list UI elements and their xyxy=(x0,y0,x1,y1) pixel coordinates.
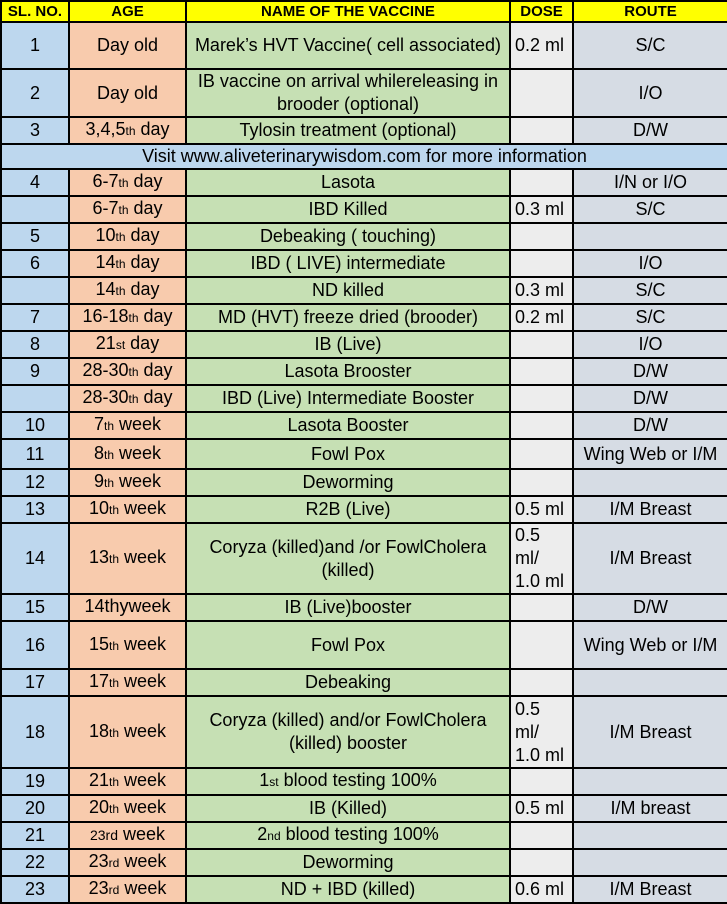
age-number: 10 xyxy=(88,498,109,518)
age-unit: day xyxy=(128,198,163,218)
age-ordinal: rd xyxy=(108,883,120,897)
sl-no-cell: 7 xyxy=(1,304,69,331)
age-unit: week xyxy=(119,770,167,790)
route-cell: I/N or I/O xyxy=(573,169,727,196)
header-row xyxy=(1,1,727,22)
age-ordinal: th xyxy=(103,447,114,462)
age-ordinal: th xyxy=(108,676,119,690)
route-cell: I/O xyxy=(573,250,727,277)
table-row xyxy=(1,69,727,117)
table-row xyxy=(1,117,727,144)
age-cell xyxy=(69,696,186,768)
age-unit: week xyxy=(114,471,162,491)
dose-cell xyxy=(510,439,573,469)
age-unit: week xyxy=(119,851,167,871)
header-route: ROUTE xyxy=(573,1,727,22)
sl-no-cell: 14 xyxy=(1,523,69,594)
table-row xyxy=(1,304,727,331)
dose-cell xyxy=(510,250,573,277)
name-ordinal: nd xyxy=(267,829,281,843)
sl-no-cell: 3 xyxy=(1,117,69,144)
dose-cell: 0.2 ml xyxy=(510,304,573,331)
age-ordinal: th xyxy=(115,230,126,244)
dose-cell: 0.3 ml xyxy=(510,277,573,304)
age-cell xyxy=(69,469,186,496)
age-cell xyxy=(69,594,186,621)
age-ordinal: th xyxy=(103,476,114,490)
route-cell: I/M Breast xyxy=(573,696,727,768)
vaccine-name-cell: Deworming xyxy=(186,469,510,496)
age-unit: week xyxy=(119,547,167,567)
vaccine-name-cell: Coryza (killed)and /or FowlCholera (killed) xyxy=(186,523,510,594)
header-dose: DOSE xyxy=(510,1,573,22)
table-row xyxy=(1,594,727,621)
route-cell: S/C xyxy=(573,22,727,69)
age-number: 10 xyxy=(95,225,116,245)
dose-cell: 0.2 ml xyxy=(510,22,573,69)
sl-no-cell: 15 xyxy=(1,594,69,621)
age-unit: week xyxy=(114,414,162,434)
age-unit: week xyxy=(119,797,167,817)
age-cell xyxy=(69,822,186,849)
dose-cell xyxy=(510,469,573,496)
dose-cell xyxy=(510,822,573,849)
vaccine-name-cell: Tylosin treatment (optional) xyxy=(186,117,510,144)
vaccine-name-cell: Deworming xyxy=(186,849,510,876)
age-number: 6-7 xyxy=(92,198,119,218)
table-row xyxy=(1,696,727,768)
dose-cell xyxy=(510,594,573,621)
age-number: 21 xyxy=(95,333,116,353)
route-cell: Wing Web or I/M xyxy=(573,621,727,669)
vaccine-name-cell xyxy=(186,768,510,795)
vaccine-name-cell xyxy=(186,822,510,849)
table-row xyxy=(1,496,727,523)
sl-no-cell: 21 xyxy=(1,822,69,849)
age-cell xyxy=(69,849,186,876)
age-cell xyxy=(69,385,186,412)
age-ordinal: th xyxy=(115,257,126,271)
table-row xyxy=(1,223,727,250)
dose-cell: 0.5 ml xyxy=(510,795,573,822)
age-cell xyxy=(69,169,186,196)
table-row xyxy=(1,669,727,696)
route-cell: Wing Web or I/M xyxy=(573,439,727,469)
table-row xyxy=(1,768,727,795)
age-cell xyxy=(69,358,186,385)
dose-cell xyxy=(510,849,573,876)
age-cell xyxy=(69,412,186,439)
vaccine-name-cell: R2B (Live) xyxy=(186,496,510,523)
name-number: 1 xyxy=(259,770,270,790)
dose-cell xyxy=(510,385,573,412)
name-text: blood testing 100% xyxy=(280,824,439,844)
age-number: 23rd xyxy=(89,827,118,843)
sl-no-cell: 10 xyxy=(1,412,69,439)
sl-no-cell: 11 xyxy=(1,439,69,469)
route-cell: S/C xyxy=(573,277,727,304)
age-ordinal: th xyxy=(115,284,126,298)
dose-cell xyxy=(510,412,573,439)
route-cell: I/O xyxy=(573,69,727,117)
dose-cell xyxy=(510,669,573,696)
age-number: 21 xyxy=(88,770,109,790)
route-cell: I/M Breast xyxy=(573,523,727,594)
age-ordinal: th xyxy=(108,725,119,740)
vaccine-name-cell: Lasota Brooster xyxy=(186,358,510,385)
age-number: 3,4,5 xyxy=(85,119,126,139)
age-number: 15 xyxy=(88,633,109,654)
table-row xyxy=(1,523,727,594)
dose-cell: 0.3 ml xyxy=(510,196,573,223)
route-cell: I/M breast xyxy=(573,795,727,822)
sl-no-cell: 1 xyxy=(1,22,69,69)
age-cell xyxy=(69,439,186,469)
vaccine-name-cell: IB (Live) xyxy=(186,331,510,358)
vaccine-name-cell: IB (Live)booster xyxy=(186,594,510,621)
age-number: 14 xyxy=(95,279,116,299)
route-cell xyxy=(573,223,727,250)
dose-cell xyxy=(510,223,573,250)
vaccine-name-cell: ND killed xyxy=(186,277,510,304)
age-ordinal: th xyxy=(108,503,119,517)
age-unit: day xyxy=(125,252,160,272)
route-cell: S/C xyxy=(573,196,727,223)
age-ordinal: th xyxy=(125,124,136,138)
table-row xyxy=(1,822,727,849)
age-number: 7 xyxy=(93,414,104,434)
dose-cell: 0.6 ml xyxy=(510,876,573,903)
vaccine-name-cell: Fowl Pox xyxy=(186,439,510,469)
route-cell xyxy=(573,469,727,496)
table-row xyxy=(1,412,727,439)
dose-cell xyxy=(510,117,573,144)
table-row xyxy=(1,876,727,903)
age-cell xyxy=(69,304,186,331)
name-text: blood testing 100% xyxy=(278,770,437,790)
table-row xyxy=(1,22,727,69)
sl-no-cell: 13 xyxy=(1,496,69,523)
sl-no-cell: 19 xyxy=(1,768,69,795)
route-cell: S/C xyxy=(573,304,727,331)
route-cell: D/W xyxy=(573,358,727,385)
vaccine-name-cell: Fowl Pox xyxy=(186,621,510,669)
sl-no-cell: 18 xyxy=(1,696,69,768)
age-ordinal: rd xyxy=(108,856,120,870)
age-number: 17 xyxy=(88,671,109,691)
sl-no-cell: 22 xyxy=(1,849,69,876)
banner-row xyxy=(1,144,727,169)
age-ordinal: th xyxy=(118,203,129,217)
age-unit: day xyxy=(125,279,160,299)
age-ordinal: st xyxy=(115,338,126,352)
age-unit: week xyxy=(118,824,166,844)
route-cell xyxy=(573,849,727,876)
sl-no-cell: 17 xyxy=(1,669,69,696)
sl-no-cell xyxy=(1,385,69,412)
age-cell xyxy=(69,223,186,250)
route-cell: I/M Breast xyxy=(573,496,727,523)
age-ordinal: th xyxy=(108,802,119,816)
dose-cell xyxy=(510,331,573,358)
age-number: 14thyweek xyxy=(84,596,171,616)
sl-no-cell xyxy=(1,277,69,304)
table-row xyxy=(1,385,727,412)
sl-no-cell: 2 xyxy=(1,69,69,117)
table-row xyxy=(1,849,727,876)
table-row xyxy=(1,358,727,385)
dose-cell xyxy=(510,621,573,669)
age-number: 8 xyxy=(93,442,104,463)
website-banner[interactable]: Visit www.aliveterinarywisdom.com for more information xyxy=(1,144,727,169)
table-row xyxy=(1,621,727,669)
age-number: 23 xyxy=(88,851,109,871)
age-ordinal: th xyxy=(128,392,139,406)
table-row xyxy=(1,439,727,469)
vaccine-name-cell: ND + IBD (killed) xyxy=(186,876,510,903)
name-number: 2 xyxy=(257,824,268,844)
age-number: 28-30 xyxy=(82,387,129,407)
header-vaccine-name: NAME OF THE VACCINE xyxy=(186,1,510,22)
header-sl-no: SL. NO. xyxy=(1,1,69,22)
age-ordinal: th xyxy=(108,775,119,789)
dose-cell xyxy=(510,169,573,196)
route-cell xyxy=(573,669,727,696)
vaccine-name-cell: Debeaking ( touching) xyxy=(186,223,510,250)
name-ordinal: st xyxy=(269,775,279,789)
sl-no-cell: 23 xyxy=(1,876,69,903)
age-number: 14 xyxy=(95,252,116,272)
age-ordinal: th xyxy=(103,419,114,433)
age-cell xyxy=(69,331,186,358)
vaccine-name-cell: IB vaccine on arrival whilereleasing in brooder (optional) xyxy=(186,69,510,117)
table-row xyxy=(1,795,727,822)
age-unit: day xyxy=(125,333,160,353)
vaccine-name-cell: Lasota xyxy=(186,169,510,196)
vaccine-name-cell: IBD ( LIVE) intermediate xyxy=(186,250,510,277)
age-cell xyxy=(69,523,186,594)
route-cell: I/O xyxy=(573,331,727,358)
vaccine-name-cell: IBD (Live) Intermediate Booster xyxy=(186,385,510,412)
dose-cell: 0.5 ml xyxy=(510,496,573,523)
age-number: 6-7 xyxy=(92,171,119,191)
vaccine-name-cell: Marek’s HVT Vaccine( cell associated) xyxy=(186,22,510,69)
route-cell: I/M Breast xyxy=(573,876,727,903)
age-cell xyxy=(69,669,186,696)
age-cell: Day old xyxy=(69,22,186,69)
age-cell: Day old xyxy=(69,69,186,117)
age-cell xyxy=(69,496,186,523)
header-age: AGE xyxy=(69,1,186,22)
route-cell: D/W xyxy=(573,412,727,439)
sl-no-cell: 16 xyxy=(1,621,69,669)
age-number: 28-30 xyxy=(82,360,129,380)
vaccine-name-cell: Debeaking xyxy=(186,669,510,696)
age-unit: week xyxy=(119,720,167,741)
age-cell xyxy=(69,768,186,795)
sl-no-cell: 5 xyxy=(1,223,69,250)
age-unit: day xyxy=(138,387,173,407)
table-row xyxy=(1,469,727,496)
age-cell xyxy=(69,277,186,304)
table-row xyxy=(1,196,727,223)
vaccine-name-cell: Lasota Booster xyxy=(186,412,510,439)
age-ordinal: th xyxy=(128,311,139,325)
dose-cell: 0.5 ml/ 1.0 ml xyxy=(510,523,573,594)
route-cell xyxy=(573,822,727,849)
age-unit: day xyxy=(135,119,170,139)
age-cell xyxy=(69,795,186,822)
age-cell xyxy=(69,196,186,223)
sl-no-cell: 6 xyxy=(1,250,69,277)
dose-cell xyxy=(510,69,573,117)
dose-cell xyxy=(510,768,573,795)
age-ordinal: th xyxy=(128,365,139,379)
age-unit: week xyxy=(119,498,167,518)
vaccine-name-cell: IB (Killed) xyxy=(186,795,510,822)
age-cell xyxy=(69,117,186,144)
age-ordinal: th xyxy=(108,552,119,566)
age-unit: week xyxy=(119,878,167,898)
table-row xyxy=(1,331,727,358)
age-number: 20 xyxy=(88,797,109,817)
dose-cell xyxy=(510,358,573,385)
age-cell xyxy=(69,876,186,903)
sl-no-cell: 20 xyxy=(1,795,69,822)
age-cell xyxy=(69,250,186,277)
age-unit: day xyxy=(138,306,173,326)
age-unit: day xyxy=(138,360,173,380)
age-number: 23 xyxy=(88,878,109,898)
age-number: 18 xyxy=(88,720,109,741)
dose-cell: 0.5 ml/ 1.0 ml xyxy=(510,696,573,768)
age-unit: day xyxy=(128,171,163,191)
age-unit: week xyxy=(119,671,167,691)
sl-no-cell: 12 xyxy=(1,469,69,496)
route-cell xyxy=(573,768,727,795)
vaccine-name-cell: MD (HVT) freeze dried (brooder) xyxy=(186,304,510,331)
table-row xyxy=(1,250,727,277)
sl-no-cell: 9 xyxy=(1,358,69,385)
route-cell: D/W xyxy=(573,594,727,621)
sl-no-cell xyxy=(1,196,69,223)
route-cell: D/W xyxy=(573,117,727,144)
vaccine-name-cell: IBD Killed xyxy=(186,196,510,223)
age-number: 9 xyxy=(93,471,104,491)
age-unit: week xyxy=(114,442,162,463)
age-unit: week xyxy=(119,633,167,654)
route-cell: D/W xyxy=(573,385,727,412)
age-cell xyxy=(69,621,186,669)
age-ordinal: th xyxy=(108,638,119,653)
age-number: 13 xyxy=(88,547,109,567)
table-row xyxy=(1,277,727,304)
vaccine-name-cell: Coryza (killed) and/or FowlCholera (killed) booster xyxy=(186,696,510,768)
age-number: 16-18 xyxy=(82,306,129,326)
age-unit: day xyxy=(125,225,160,245)
table-row xyxy=(1,169,727,196)
sl-no-cell: 8 xyxy=(1,331,69,358)
age-ordinal: th xyxy=(118,176,129,190)
sl-no-cell: 4 xyxy=(1,169,69,196)
